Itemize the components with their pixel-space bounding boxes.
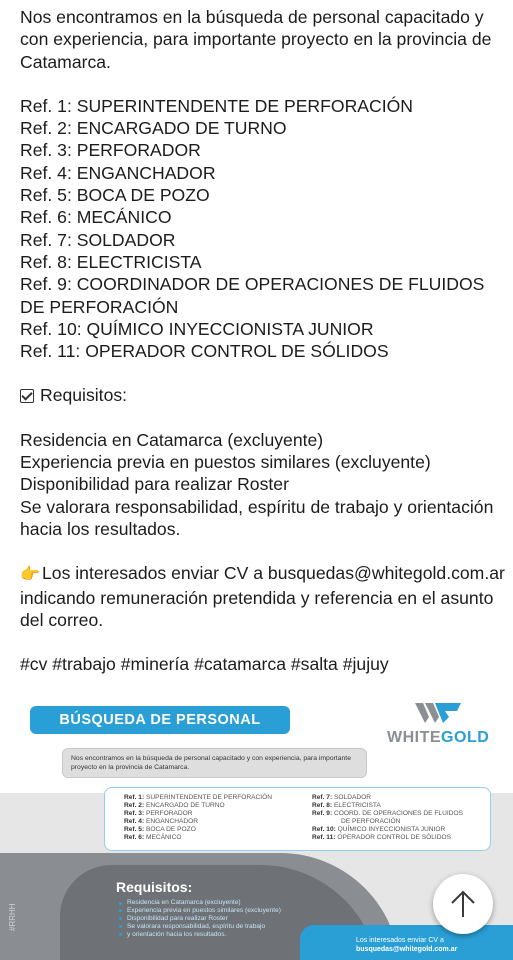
flyer-cta-email: busquedas@whitegold.com.ar <box>356 946 458 953</box>
flyer-cta <box>300 925 513 960</box>
requisitos-list <box>20 429 508 540</box>
contact-paragraph <box>20 562 508 631</box>
requisito-item: Disponibilidad para realizar Roster <box>20 474 289 495</box>
arrow-up-icon <box>450 889 476 919</box>
ref-item: Ref. 8: ELECTRICISTA <box>20 251 202 272</box>
whitegold-logo <box>385 703 495 748</box>
pointing-hand-icon: 👉 <box>20 566 40 584</box>
flyer-ref-box <box>104 787 491 851</box>
contact-text: Los interesados enviar CV a busquedas@whitegold.com.ar indicando remuneración pretendida y referencia en el asunto del correo. <box>20 563 505 630</box>
requisito-item: Residencia en Catamarca (excluyente) <box>20 429 324 450</box>
ref-item: Ref. 4: ENGANCHADOR <box>20 162 216 183</box>
ref-item: Ref. 9: COORDINADOR DE OPERACIONES DE FLUIDOS DE PERFORACIÓN <box>20 274 485 317</box>
scroll-to-top-button[interactable] <box>433 874 493 934</box>
flyer-ref-row: Ref. 2: ENCARGADO DE TURNO <box>124 801 225 809</box>
requisitos-label: Requisitos: <box>40 385 128 406</box>
ref-list <box>20 95 508 363</box>
flyer-ref-column-right <box>312 794 463 841</box>
flyer-banner: BÚSQUEDA DE PERSONAL <box>30 706 290 734</box>
requisito-item: Se valorara responsabilidad, espíritu de trabajo y orientación hacia los resultados. <box>20 496 494 539</box>
ref-item: Ref. 11: OPERADOR CONTROL DE SÓLIDOS <box>20 341 389 362</box>
post-intro: Nos encontramos en la búsqueda de personal capacitado y con experiencia, para importante proyecto en la provincia de Catamarca. <box>20 7 492 72</box>
whitegold-logo-icon <box>415 703 461 723</box>
ref-item: Ref. 5: BOCA DE POZO <box>20 185 210 206</box>
flyer-ref-row: Ref. 7: SOLDADOR <box>312 794 372 801</box>
flyer-cta-line: Los interesados enviar CV a <box>356 937 444 944</box>
flyer-ref-row: Ref. 4: ENGANCHADOR <box>124 817 199 825</box>
ref-item: Ref. 10: QUÍMICO INYECCIONISTA JUNIOR <box>20 318 374 339</box>
flyer-intro: Nos encontramos en la búsqueda de personal capacitado y con experiencia, para importante proyecto en la provincia de Catamarca. <box>62 748 367 778</box>
flyer-req-item: y orientación hacia los resultados. <box>118 931 281 939</box>
flyer-ref-row: DE PERFORACIÓN <box>341 817 401 825</box>
ref-item: Ref. 7: SOLDADOR <box>20 229 176 250</box>
ref-item: Ref. 1: SUPERINTENDENTE DE PERFORACIÓN <box>20 95 413 116</box>
flyer-req-item: Experiencia previa en puestos similares (excluyente) <box>118 907 281 915</box>
requisito-item: Experiencia previa en puestos similares (excluyente) <box>20 452 431 473</box>
flyer-ref-row: Ref. 9: COORD. DE OPERACIONES DE FLUIDOS <box>312 809 463 817</box>
flyer-ref-row: Ref. 8: ELECTRICISTA <box>312 801 381 809</box>
flyer-ref-row: Ref. 6: MECÁNICO <box>124 833 182 841</box>
requisitos-heading <box>20 384 508 406</box>
flyer-ref-column-left <box>124 794 272 841</box>
hashtags[interactable]: #cv #trabajo #minería #catamarca #salta #jujuy <box>20 654 389 675</box>
flyer-req-list <box>118 899 281 939</box>
post-text <box>20 6 508 675</box>
flyer-ref-row: Ref. 10: QUÍMICO INYECCIONISTA JUNIOR <box>312 825 446 833</box>
flyer-ref-row: Ref. 11: OPERADOR CONTROL DE SÓLIDOS <box>312 833 452 841</box>
ref-item: Ref. 3: PERFORADOR <box>20 140 201 161</box>
flyer-ref-row: Ref. 3: PERFORADOR <box>124 809 193 817</box>
logo-wordmark: WHITEGOLD <box>387 729 490 746</box>
flyer-ref-row: Ref. 1: SUPERINTENDENTE DE PERFORACIÓN <box>124 794 273 801</box>
flyer-req-item: Residencia en Catamarca (excluyente) <box>118 899 281 907</box>
ref-item: Ref. 6: MECÁNICO <box>20 207 172 228</box>
flyer-req-item: Se valorara responsabilidad, espíritu de trabajo <box>118 923 281 931</box>
flyer-req-item: Disponibilidad para realizar Roster <box>118 915 281 923</box>
flyer-req-title: Requisitos: <box>116 879 193 895</box>
ref-item: Ref. 2: ENCARGADO DE TURNO <box>20 118 287 139</box>
flyer-side-tag: #RRHH <box>8 903 17 931</box>
flyer-image[interactable] <box>0 693 513 960</box>
flyer-ref-row: Ref. 5: BOCA DE POZO <box>124 825 196 833</box>
checkbox-icon <box>20 389 34 403</box>
